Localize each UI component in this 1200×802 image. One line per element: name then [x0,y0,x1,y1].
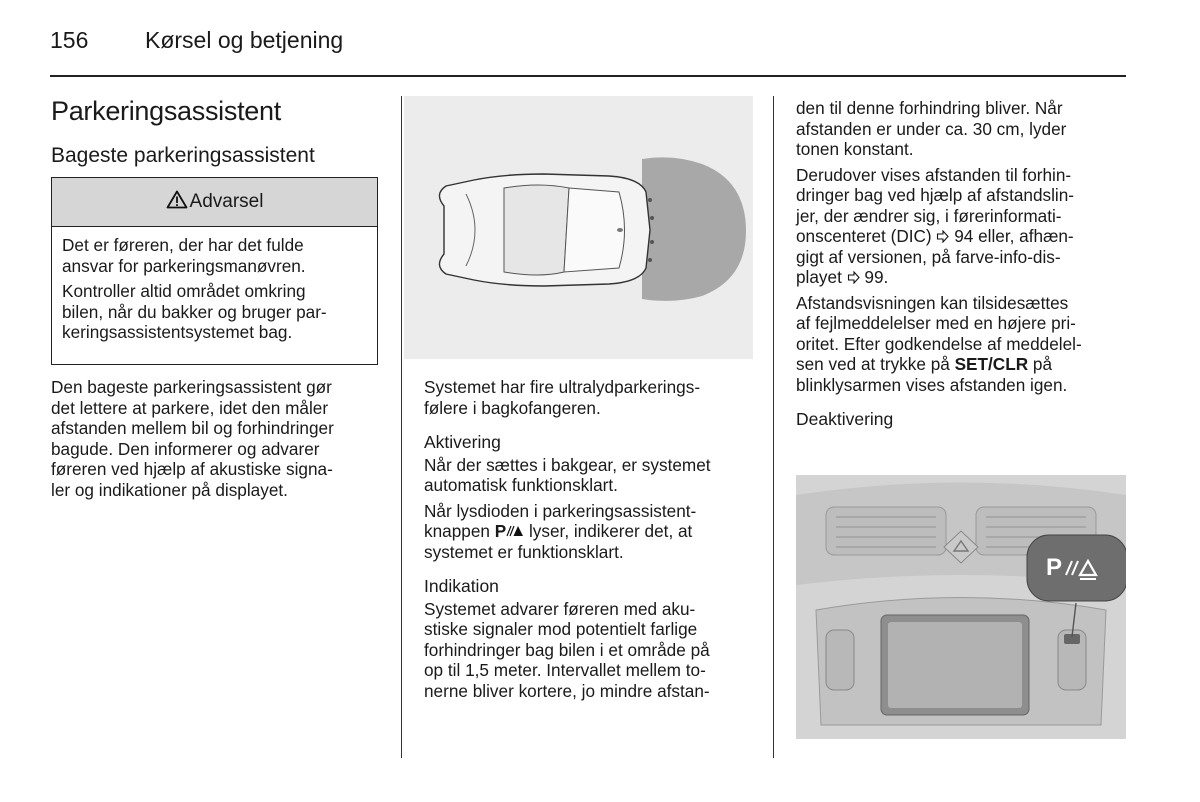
subsection-title: Bageste parkeringsassistent [51,144,315,167]
page-reference-arrow-icon [847,267,860,287]
page-number: 156 [50,27,89,53]
page-reference-arrow-icon [936,226,949,246]
indication-heading: Indikation [424,576,499,596]
text-fragment: eller, afhæn- [973,226,1074,246]
text-line: blinklysarmen vises afstanden igen. [796,374,1068,395]
text-line: Derudover vises afstanden til forhin- [796,164,1072,185]
page-reference[interactable]: 99 [864,267,884,287]
text-line: forhindringer bag bilen i et område på [424,639,710,660]
text-line: stiske signaler mod potentielt farlige [424,619,698,639]
header-rule [50,75,1126,77]
column-2-body [424,377,759,706]
body-paragraph [51,377,381,500]
text-line: ler og indikationer på displayet. [51,479,288,500]
text-line: nerne bliver kortere, jo mindre afstan- [424,680,710,701]
column-divider-2 [773,96,774,758]
text-line: bilen, når du bakker og bruger par- [62,301,327,322]
text-line: ansvar for parkeringsmanøvren. [62,255,306,276]
text-fragment: lyser, indikerer det, at [524,521,693,541]
activation-paragraph-1 [424,455,759,496]
warning-triangle-icon [166,190,188,215]
section-title: Parkeringsassistent [51,96,281,126]
parking-sensor-icon [506,521,524,541]
warning-paragraph-1 [62,235,367,276]
text-line: systemet er funktionsklart. [424,541,624,562]
intro-paragraph [424,377,759,418]
column-1-body [51,377,381,505]
chapter-title: Kørsel og betjening [145,27,344,53]
text-line: føreren ved hjælp af akustiske signa- [51,459,333,479]
body-paragraph [796,98,1126,160]
text-line: gigt af versionen, på farve-info-dis- [796,246,1061,267]
text-fragment: . [883,267,889,287]
car-sensor-illustration [404,96,753,359]
sensor-range-zone [642,157,746,301]
body-paragraph [796,165,1126,288]
warning-header [52,178,377,227]
text-line: bagude. Den informerer og advarer [51,438,320,459]
text-line: Systemet advarer føreren med aku- [424,598,696,619]
text-line: af fejlmeddelelser med en højere pri- [796,313,1076,333]
text-line: automatisk funktionsklart. [424,475,618,495]
text-line: Kontroller altid området omkring [62,281,306,301]
text-line: den til denne forhindring bliver. Når [796,98,1063,118]
text-line: Afstandsvisningen kan tilsidesættes [796,292,1069,313]
indication-paragraph [424,599,759,702]
text-line: Når der sættes i bakgear, er systemet [424,454,711,475]
text-line: op til 1,5 meter. Intervallet mellem to- [424,660,706,680]
text-line: Den bageste parkeringsassistent gør [51,377,332,397]
text-line: dringer bag ved hjælp af afstandslin- [796,185,1075,205]
text-fragment: playet [796,267,847,287]
text-line: Når lysdioden i parkeringsassistent- [424,500,697,521]
text-line: det lettere at parkere, idet den måler [51,397,329,418]
text-fragment: knappen [424,521,495,541]
park-button-symbol: P [494,521,507,541]
column-3-body [796,98,1126,432]
warning-body [52,227,377,343]
warning-title: Advarsel [189,191,264,212]
svg-text:P: P [1046,554,1063,581]
text-line: oritet. Efter godkendelse af meddelel- [796,333,1082,354]
text-line: tonen konstant. [796,139,914,159]
car-top-view-icon [439,174,654,286]
body-paragraph [796,293,1126,396]
text-fragment: på [1028,354,1053,374]
text-line: afstanden mellem bil og forhindringer [51,418,334,438]
text-line: afstanden er under ca. 30 cm, lyder [796,118,1067,139]
park-button-callout [1027,535,1126,601]
warning-box [51,177,378,365]
text-line: Systemet har fire ultralydparkerings- [424,377,701,397]
page-reference[interactable]: 94 [954,226,974,246]
text-fragment: sen ved at trykke på [796,354,955,374]
activation-paragraph-2 [424,501,759,563]
dashboard-parking-button-illustration [796,475,1126,739]
text-fragment: onscenteret (DIC) [796,226,937,246]
activation-heading: Aktivering [424,432,501,452]
text-line: Det er føreren, der har det fulde [62,235,304,255]
set-clr-label: SET/CLR [954,354,1029,374]
text-line: jer, der ændrer sig, i førerinformati- [796,205,1062,226]
column-divider-1 [401,96,402,758]
text-line: keringsassistentsystemet bag. [62,322,293,342]
deactivation-heading: Deaktivering [796,409,894,429]
warning-paragraph-2 [62,281,367,343]
text-line: følere i bagkofangeren. [424,397,601,418]
